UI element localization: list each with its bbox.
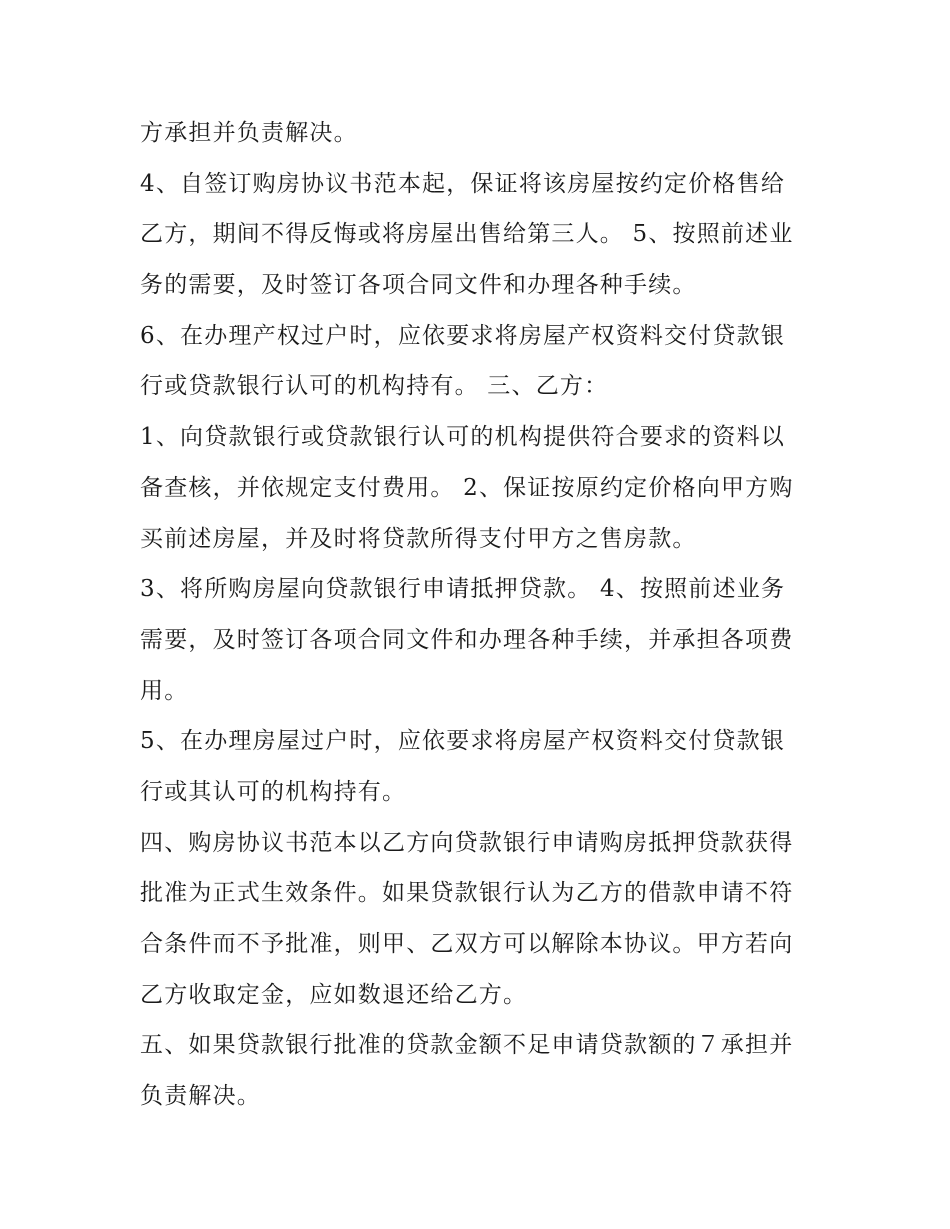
text-line: 合条件而不予批准，则甲、乙双方可以解除本协议。甲方若向 — [140, 931, 794, 957]
text-line: 需要，及时签订各项合同文件和办理各种手续，并承担各项费 — [140, 626, 794, 653]
text-line: 买前述房屋，并及时将贷款所得支付甲方之售房款。 — [140, 525, 697, 552]
text-line: 行或其认可的机构持有。 — [140, 778, 407, 805]
text-line: 行或贷款银行认可的机构持有。 三、乙方： — [140, 373, 609, 400]
text-line: 3、将所购房屋向贷款银行申请抵押贷款。 4、按照前述业务 — [140, 576, 786, 603]
text-line: 5、在办理房屋过户时，应依要求将房屋产权资料交付贷款银 — [140, 728, 786, 755]
text-line: 四、购房协议书范本以乙方向贷款银行申请购房抵押贷款获得 — [140, 829, 794, 856]
text-line: 6、在办理产权过户时，应依要求将房屋产权资料交付贷款银 — [140, 322, 786, 349]
text-line: 用。 — [140, 677, 189, 704]
text-line: 务的需要，及时签订各项合同文件和办理各种手续。 — [140, 272, 697, 299]
text-line: 1、向贷款银行或贷款银行认可的机构提供符合要求的资料以 — [140, 424, 786, 451]
text-line: 4、自签订购房协议书范本起，保证将该房屋按约定价格售给 — [140, 170, 786, 197]
text-line: 乙方，期间不得反悔或将房屋出售给第三人。 5、按照前述业 — [140, 221, 794, 248]
text-line: 五、如果贷款银行批准的贷款金额不足申请贷款额的７承担并 — [140, 1032, 794, 1059]
text-line: 乙方收取定金，应如数退还给乙方。 — [140, 981, 528, 1008]
text-line: 方承担并负责解决。 — [140, 120, 358, 146]
text-line: 批准为正式生效条件。如果贷款银行认为乙方的借款申请不符 — [140, 880, 794, 907]
text-line: 备查核，并依规定支付费用。 2、保证按原约定价格向甲方购 — [140, 474, 794, 501]
text-line: 负责解决。 — [140, 1083, 261, 1110]
